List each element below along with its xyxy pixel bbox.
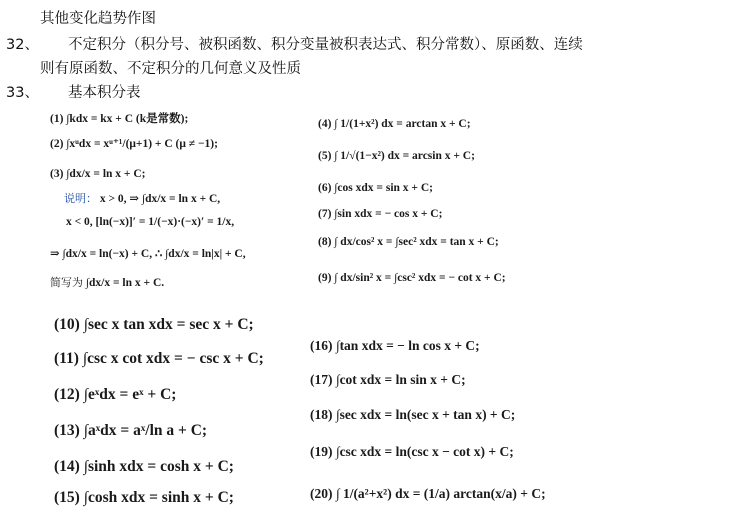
item-33-title: 基本积分表 [68, 85, 141, 101]
note-line-1: 说明： x > 0, ⇒ ∫dx/x = ln x + C, [64, 192, 221, 205]
note-label: 说明： [64, 192, 97, 205]
note-abbrev-label: 简写为 [50, 276, 83, 289]
item-32-number: 32、 [6, 37, 39, 53]
item-32-line2: 则有原函数、不定积分的几何意义及性质 [40, 61, 301, 77]
formula-9: (9) ∫ dx/sin² x = ∫csc² xdx = − cot x + C; [318, 272, 506, 284]
item-32-line1: 不定积分（积分号、被积函数、积分变量被积表达式、积分常数）、原函数、连续 [68, 37, 583, 53]
formula-6: (6) ∫cos xdx = sin x + C; [318, 182, 433, 194]
formula-10: (10) ∫sec x tan xdx = sec x + C; [54, 316, 254, 333]
formula-2: (2) ∫xᵘdx = xᵘ⁺¹/(μ+1) + C (μ ≠ −1); [50, 138, 218, 150]
formula-13: (13) ∫aˣdx = aˣ/ln a + C; [54, 422, 208, 439]
formula-17: (17) ∫cot xdx = ln sin x + C; [310, 372, 466, 387]
formula-18: (18) ∫sec xdx = ln(sec x + tan x) + C; [310, 407, 516, 422]
formula-1: (1) ∫kdx = kx + C (k是常数); [50, 113, 189, 125]
item-33-number: 33、 [6, 85, 39, 101]
note-line-2: x < 0, [ln(−x)]′ = 1/(−x)·(−x)′ = 1/x, [66, 216, 235, 228]
formula-16: (16) ∫tan xdx = − ln cos x + C; [310, 338, 480, 353]
formula-11: (11) ∫csc x cot xdx = − csc x + C; [54, 350, 264, 367]
formula-15: (15) ∫cosh xdx = sinh x + C; [54, 489, 234, 506]
formula-19: (19) ∫csc xdx = ln(csc x − cot x) + C; [310, 444, 514, 459]
formula-5: (5) ∫ 1/√(1−x²) dx = arcsin x + C; [318, 150, 475, 162]
formula-3: (3) ∫dx/x = ln x + C; [50, 168, 146, 180]
note-line-3: ⇒ ∫dx/x = ln(−x) + C, ∴ ∫dx/x = ln|x| + C, [50, 248, 246, 260]
formula-8: (8) ∫ dx/cos² x = ∫sec² xdx = tan x + C; [318, 236, 499, 248]
heading-other-trends: 其他变化趋势作图 [40, 11, 156, 27]
formula-7: (7) ∫sin xdx = − cos x + C; [318, 208, 443, 220]
note-line-4: 简写为 ∫dx/x = ln x + C. [50, 276, 165, 289]
formula-12: (12) ∫eˣdx = eˣ + C; [54, 386, 177, 403]
formula-20: (20) ∫ 1/(a²+x²) dx = (1/a) arctan(x/a) + C; [310, 486, 546, 501]
formula-14: (14) ∫sinh xdx = cosh x + C; [54, 458, 234, 475]
formula-4: (4) ∫ 1/(1+x²) dx = arctan x + C; [318, 118, 471, 130]
